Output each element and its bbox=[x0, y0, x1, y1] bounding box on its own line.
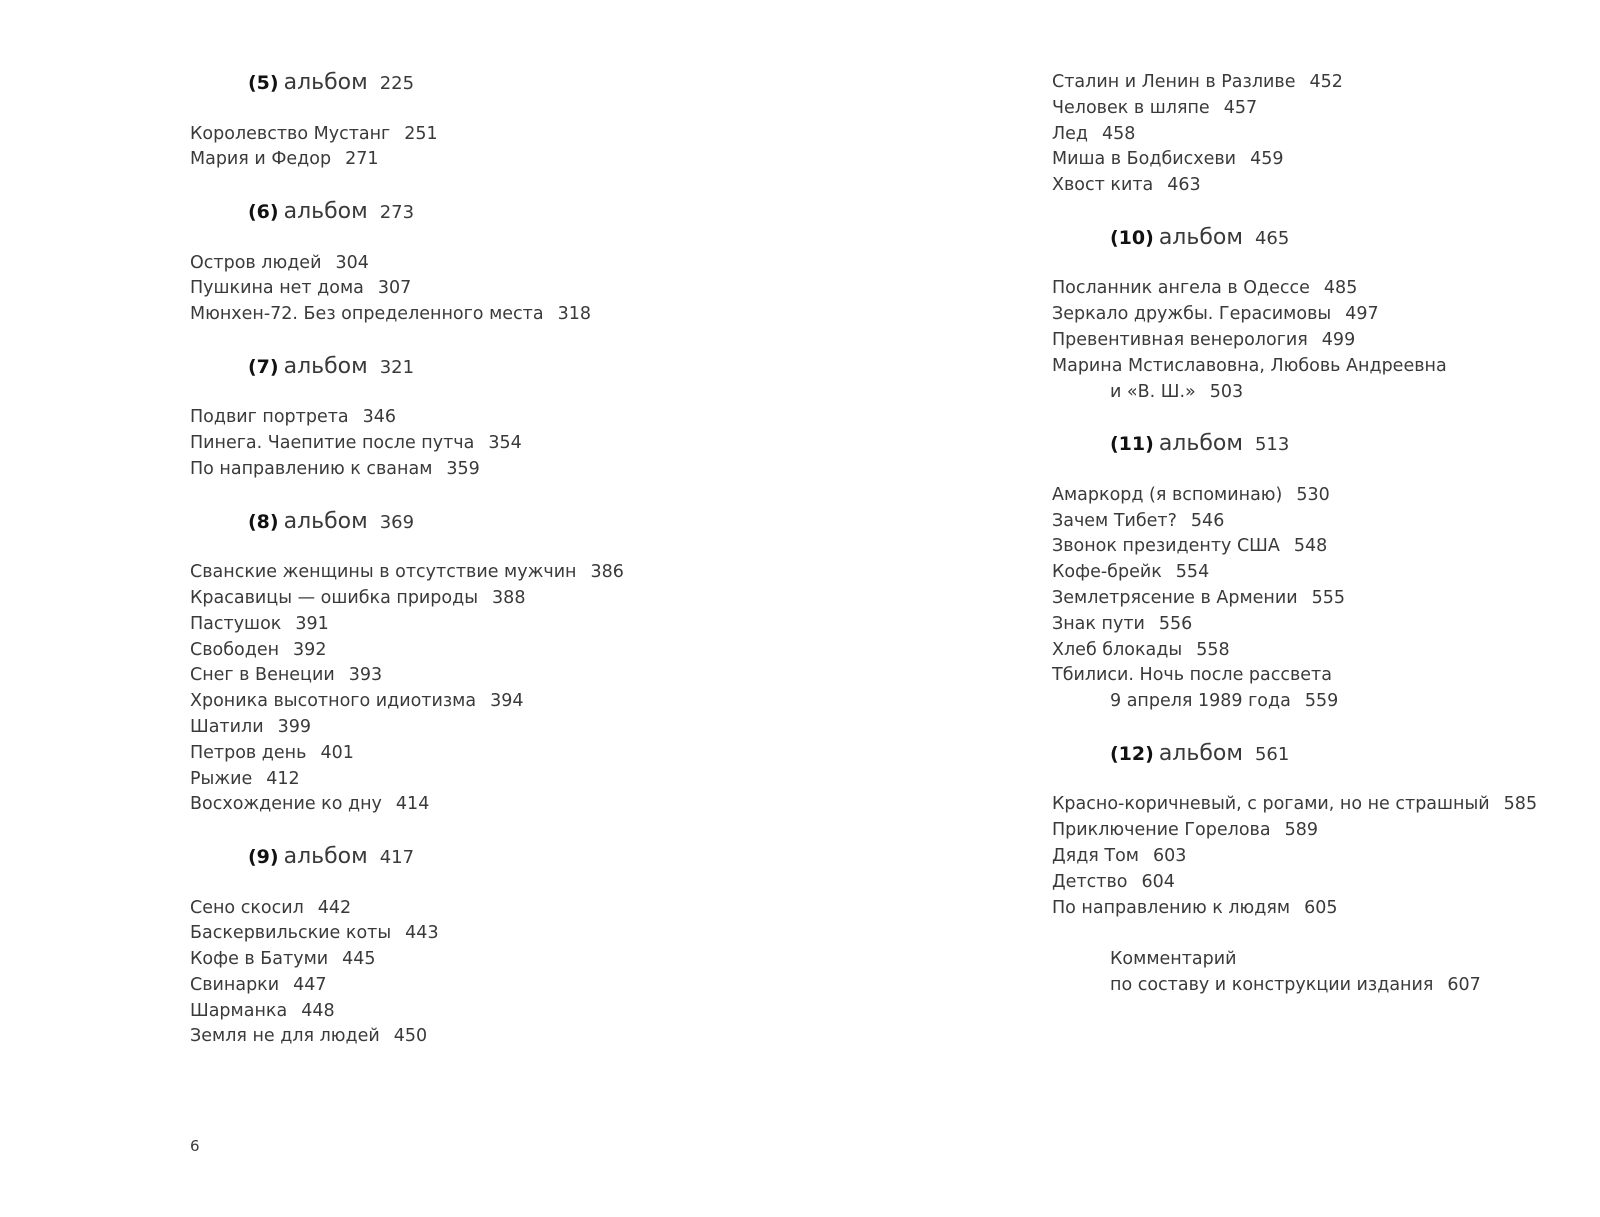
entry-page: 445 bbox=[342, 949, 376, 970]
entry-page: 450 bbox=[393, 1026, 428, 1047]
commentary-entry bbox=[1052, 973, 1537, 999]
entry-page: 392 bbox=[293, 639, 327, 660]
toc-entry bbox=[190, 715, 624, 741]
entry-title: 9 апреля 1989 года bbox=[1110, 691, 1291, 712]
album-number: (6) bbox=[248, 200, 279, 223]
entry-title: Превентивная венерология bbox=[1052, 329, 1308, 350]
toc-entry bbox=[1052, 663, 1537, 689]
entry-title: По направлению к людям bbox=[1052, 897, 1291, 918]
entry-title: Зеркало дружбы. Герасимовы bbox=[1052, 304, 1332, 325]
entry-title: Марина Мстиславовна, Любовь Андреевна bbox=[1052, 355, 1447, 376]
entry-page: 307 bbox=[377, 278, 412, 299]
entry-page: 399 bbox=[277, 716, 311, 737]
spacer bbox=[1052, 405, 1537, 431]
spacer bbox=[190, 534, 624, 560]
entry-title: Свинарки bbox=[190, 974, 280, 995]
toc-entry bbox=[1052, 276, 1537, 302]
album-page: 321 bbox=[379, 356, 415, 378]
toc-entry bbox=[1052, 870, 1537, 896]
entry-title: Посланник ангела в Одессе bbox=[1052, 278, 1310, 299]
entry-title: Хвост кита bbox=[1052, 175, 1154, 196]
entry-title: Пушкина нет дома bbox=[190, 278, 364, 299]
entry-page: 603 bbox=[1153, 845, 1187, 866]
entry-page: 485 bbox=[1323, 278, 1358, 299]
entry-title: Хлеб блокады bbox=[1052, 639, 1183, 660]
entry-title: Подвиг портрета bbox=[190, 407, 349, 428]
toc-entry bbox=[1052, 586, 1537, 612]
album-heading bbox=[190, 199, 624, 225]
album-word: альбом bbox=[283, 508, 368, 534]
entry-page: 442 bbox=[317, 897, 352, 918]
entry-title: Красавицы — ошибка природы bbox=[190, 587, 479, 608]
spacer bbox=[1052, 199, 1537, 225]
album-word: альбом bbox=[283, 70, 368, 95]
spacer bbox=[1052, 715, 1537, 741]
toc-entry bbox=[190, 612, 624, 638]
toc-entry bbox=[1052, 147, 1537, 173]
entry-page: 447 bbox=[293, 974, 327, 995]
entry-title: Детство bbox=[1052, 871, 1128, 892]
entry-page: 607 bbox=[1447, 974, 1481, 995]
toc-entry bbox=[1052, 380, 1537, 406]
entry-page: 443 bbox=[405, 923, 439, 944]
entry-page: 388 bbox=[492, 587, 526, 608]
entry-page: 546 bbox=[1190, 510, 1225, 531]
toc-entry bbox=[190, 741, 624, 767]
commentary-entry bbox=[1052, 947, 1537, 973]
entry-page: 548 bbox=[1293, 536, 1328, 557]
toc-entry bbox=[190, 276, 624, 302]
entry-page: 414 bbox=[395, 794, 430, 815]
entry-title: Остров людей bbox=[190, 252, 322, 273]
toc-entry bbox=[190, 251, 624, 277]
toc-entry bbox=[1052, 896, 1537, 922]
spacer bbox=[1052, 767, 1537, 793]
page-number: 6 bbox=[190, 1137, 200, 1155]
entry-title: Мюнхен-72. Без определенного места bbox=[190, 304, 544, 325]
toc-entry bbox=[190, 405, 624, 431]
entry-page: 346 bbox=[362, 407, 397, 428]
album-word: альбом bbox=[283, 843, 368, 869]
album-heading bbox=[190, 509, 624, 535]
entry-page: 555 bbox=[1311, 587, 1346, 608]
entry-title: Земля не для людей bbox=[190, 1026, 380, 1047]
toc-left-column bbox=[190, 70, 624, 1050]
entry-title: Пастушок bbox=[190, 613, 282, 634]
entry-page: 271 bbox=[345, 149, 379, 170]
album-word: альбом bbox=[283, 353, 368, 379]
album-number: (12) bbox=[1110, 742, 1154, 765]
album-word: альбом bbox=[283, 198, 368, 224]
entry-title: Сванские женщины в отсутствие мужчин bbox=[190, 562, 577, 583]
entry-title: Комментарий bbox=[1110, 949, 1237, 970]
album-number: (11) bbox=[1110, 433, 1154, 456]
entry-title: Хроника высотного идиотизма bbox=[190, 691, 477, 712]
entry-title: Миша в Бодбисхеви bbox=[1052, 149, 1237, 170]
entry-page: 585 bbox=[1503, 794, 1538, 815]
album-number: (7) bbox=[248, 355, 279, 378]
entry-title: Рыжие bbox=[190, 768, 253, 789]
entry-title: Приключение Горелова bbox=[1052, 820, 1271, 841]
album-number: (8) bbox=[248, 510, 279, 533]
toc-entry bbox=[190, 767, 624, 793]
entry-page: 458 bbox=[1102, 123, 1136, 144]
spacer bbox=[190, 225, 624, 251]
toc-entry bbox=[190, 586, 624, 612]
toc-entry bbox=[190, 973, 624, 999]
entry-page: 304 bbox=[335, 252, 369, 273]
entry-title: Амаркорд (я вспоминаю) bbox=[1052, 484, 1283, 505]
entry-page: 530 bbox=[1296, 484, 1330, 505]
entry-title: Землетрясение в Армении bbox=[1052, 587, 1298, 608]
entry-title: Пинега. Чаепитие после путча bbox=[190, 433, 475, 454]
entry-page: 556 bbox=[1158, 613, 1193, 634]
album-heading bbox=[190, 844, 624, 870]
entry-page: 503 bbox=[1209, 381, 1244, 402]
toc-entry bbox=[1052, 560, 1537, 586]
entry-page: 559 bbox=[1304, 691, 1339, 712]
entry-title: Восхождение ко дну bbox=[190, 794, 382, 815]
toc-entry bbox=[190, 147, 624, 173]
album-number: (5) bbox=[248, 72, 279, 94]
album-number: (9) bbox=[248, 845, 279, 868]
toc-entry bbox=[1052, 818, 1537, 844]
spacer bbox=[190, 818, 624, 844]
entry-title: Кофе-брейк bbox=[1052, 562, 1162, 583]
entry-title: Шатили bbox=[190, 716, 264, 737]
entry-title: Королевство Мустанг bbox=[190, 123, 391, 144]
toc-entry bbox=[1052, 70, 1537, 96]
entry-page: 359 bbox=[446, 458, 480, 479]
toc-entry bbox=[190, 457, 624, 483]
toc-entry bbox=[1052, 689, 1537, 715]
toc-entry bbox=[190, 1024, 624, 1050]
toc-entry bbox=[190, 431, 624, 457]
entry-title: Зачем Тибет? bbox=[1052, 510, 1177, 531]
toc-entry bbox=[190, 302, 624, 328]
entry-page: 463 bbox=[1167, 175, 1201, 196]
entry-title: Дядя Том bbox=[1052, 845, 1139, 866]
album-page: 465 bbox=[1254, 227, 1290, 249]
entry-page: 391 bbox=[295, 613, 329, 634]
entry-title: Звонок президенту США bbox=[1052, 536, 1280, 557]
album-word: альбом bbox=[1158, 740, 1243, 766]
toc-right-column bbox=[1052, 70, 1537, 999]
entry-title: и «В. Ш.» bbox=[1110, 381, 1196, 402]
album-heading bbox=[190, 354, 624, 380]
album-page: 225 bbox=[379, 73, 415, 94]
spacer bbox=[1052, 457, 1537, 483]
entry-page: 354 bbox=[488, 433, 522, 454]
album-page: 561 bbox=[1254, 743, 1290, 765]
toc-entry bbox=[190, 896, 624, 922]
entry-title: по составу и конструкции издания bbox=[1110, 974, 1434, 995]
toc-entry bbox=[1052, 122, 1537, 148]
toc-entry bbox=[1052, 96, 1537, 122]
album-word: альбом bbox=[1158, 224, 1243, 250]
entry-page: 499 bbox=[1321, 329, 1356, 350]
toc-entry bbox=[190, 638, 624, 664]
album-page: 513 bbox=[1254, 434, 1290, 456]
entry-page: 497 bbox=[1345, 304, 1379, 325]
entry-page: 448 bbox=[301, 1000, 335, 1021]
spacer bbox=[190, 380, 624, 406]
entry-title: Знак пути bbox=[1052, 613, 1145, 634]
spacer bbox=[190, 483, 624, 509]
entry-page: 386 bbox=[590, 562, 624, 583]
entry-title: Кофе в Батуми bbox=[190, 949, 329, 970]
toc-entry bbox=[190, 792, 624, 818]
entry-page: 452 bbox=[1309, 72, 1343, 92]
spacer bbox=[1052, 251, 1537, 277]
toc-entry bbox=[1052, 328, 1537, 354]
album-heading bbox=[1052, 741, 1537, 767]
toc-entry bbox=[1052, 509, 1537, 535]
toc-entry bbox=[190, 689, 624, 715]
entry-page: 318 bbox=[557, 304, 591, 325]
entry-page: 604 bbox=[1141, 871, 1175, 892]
album-heading bbox=[1052, 225, 1537, 251]
toc-entry bbox=[190, 663, 624, 689]
entry-page: 394 bbox=[490, 691, 524, 712]
entry-page: 589 bbox=[1284, 820, 1318, 841]
toc-entry bbox=[1052, 534, 1537, 560]
toc-entry bbox=[190, 122, 624, 148]
spacer bbox=[190, 96, 624, 122]
entry-title: Шарманка bbox=[190, 1000, 288, 1021]
entry-title: Сталин и Ленин в Разливе bbox=[1052, 72, 1296, 92]
entry-title: Лед bbox=[1052, 123, 1089, 144]
spacer bbox=[1052, 921, 1537, 947]
entry-title: Снег в Венеции bbox=[190, 665, 335, 686]
toc-entry bbox=[1052, 792, 1537, 818]
album-page: 273 bbox=[379, 201, 415, 223]
toc-entry bbox=[190, 999, 624, 1025]
album-word: альбом bbox=[1158, 431, 1243, 457]
album-number: (10) bbox=[1110, 226, 1154, 249]
entry-title: По направлению к сванам bbox=[190, 458, 433, 479]
album-heading bbox=[190, 70, 624, 96]
spacer bbox=[190, 870, 624, 896]
entry-page: 401 bbox=[320, 742, 354, 763]
entry-page: 457 bbox=[1223, 97, 1258, 118]
album-heading bbox=[1052, 431, 1537, 457]
entry-page: 393 bbox=[348, 665, 383, 686]
spacer bbox=[190, 328, 624, 354]
entry-page: 554 bbox=[1175, 562, 1210, 583]
entry-title: Красно-коричневый, с рогами, но не страшный bbox=[1052, 794, 1490, 815]
toc-entry bbox=[1052, 483, 1537, 509]
entry-title: Тбилиси. Ночь после рассвета bbox=[1052, 665, 1332, 686]
album-page: 417 bbox=[379, 846, 415, 868]
entry-title: Мария и Федор bbox=[190, 149, 332, 170]
entry-page: 605 bbox=[1304, 897, 1338, 918]
toc-entry bbox=[1052, 354, 1537, 380]
entry-title: Петров день bbox=[190, 742, 307, 763]
toc-entry bbox=[1052, 302, 1537, 328]
entry-title: Баскервильские коты bbox=[190, 923, 392, 944]
entry-page: 412 bbox=[266, 768, 300, 789]
entry-title: Свободен bbox=[190, 639, 280, 660]
entry-page: 558 bbox=[1196, 639, 1230, 660]
toc-entry bbox=[1052, 638, 1537, 664]
entry-page: 459 bbox=[1250, 149, 1284, 170]
toc-entry bbox=[1052, 612, 1537, 638]
toc-entry bbox=[190, 947, 624, 973]
toc-entry bbox=[1052, 844, 1537, 870]
album-page: 369 bbox=[379, 511, 415, 533]
entry-page: 251 bbox=[404, 123, 438, 144]
toc-entry bbox=[190, 560, 624, 586]
toc-entry bbox=[190, 921, 624, 947]
entry-title: Сено скосил bbox=[190, 897, 304, 918]
entry-title: Человек в шляпе bbox=[1052, 97, 1210, 118]
spacer bbox=[190, 173, 624, 199]
toc-entry bbox=[1052, 173, 1537, 199]
